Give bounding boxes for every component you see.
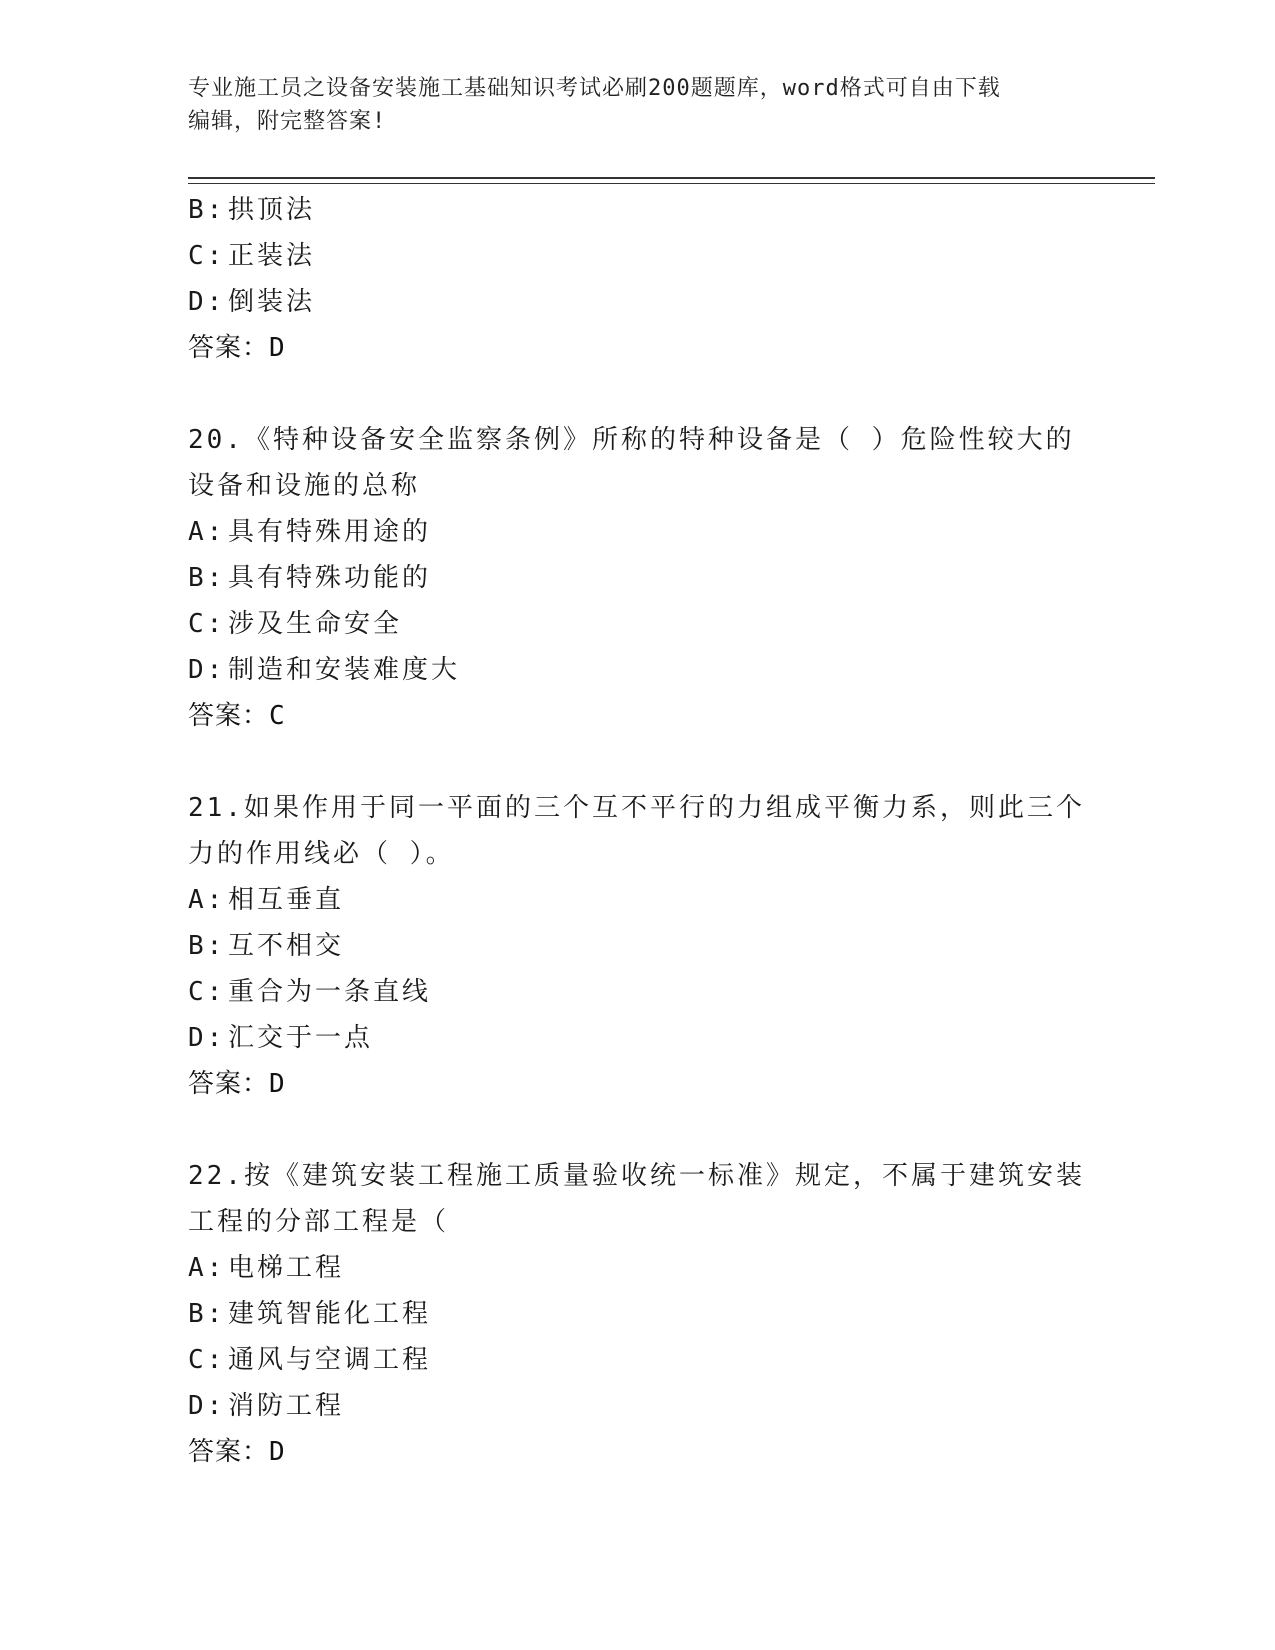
option-letter: D: — [188, 1023, 226, 1053]
option-letter: A: — [188, 1253, 226, 1283]
answer-value: D — [269, 1437, 286, 1467]
option-text: 通风与空调工程 — [228, 1345, 432, 1375]
option-b — [188, 555, 1088, 601]
option-text: 消防工程 — [228, 1391, 345, 1421]
answer-label: 答案： — [188, 1069, 270, 1099]
option-letter: B: — [188, 931, 226, 961]
option-c — [188, 1337, 1088, 1383]
answer-line — [188, 1061, 1088, 1107]
question-stem-line-1: 20.《特种设备安全监察条例》所称的特种设备是（ ）危险性较大的 — [188, 425, 1075, 455]
option-c — [188, 233, 1088, 279]
answer-label: 答案： — [188, 701, 270, 731]
option-letter: B: — [188, 563, 226, 593]
question-stem-line-1: 22.按《建筑安装工程施工质量验收统一标准》规定，不属于建筑安装 — [188, 1161, 1085, 1191]
option-text: 重合为一条直线 — [228, 977, 432, 1007]
option-d — [188, 1383, 1088, 1429]
question-stem-line-2: 力的作用线必（ ）。 — [188, 839, 455, 869]
answer-value: D — [269, 333, 286, 363]
answer-value: C — [269, 701, 286, 731]
header-divider-thick — [188, 177, 1155, 179]
question-stem-line-2: 设备和设施的总称 — [188, 471, 421, 501]
option-letter: C: — [188, 977, 226, 1007]
option-text: 电梯工程 — [228, 1253, 345, 1283]
option-text: 相互垂直 — [228, 885, 345, 915]
option-c — [188, 969, 1088, 1015]
option-letter: C: — [188, 1345, 226, 1375]
question-stem-line-2: 工程的分部工程是（ — [188, 1207, 450, 1237]
question-19-continued — [188, 187, 1088, 371]
option-text: 拱顶法 — [228, 195, 316, 225]
answer-label: 答案： — [188, 333, 270, 363]
question-list — [188, 187, 1088, 1475]
answer-label: 答案： — [188, 1437, 270, 1467]
option-letter: B: — [188, 195, 226, 225]
option-d — [188, 1015, 1088, 1061]
question-20 — [188, 417, 1088, 739]
option-d — [188, 279, 1088, 325]
option-a — [188, 509, 1088, 555]
question-stem-line-1: 21.如果作用于同一平面的三个互不平行的力组成平衡力系，则此三个 — [188, 793, 1085, 823]
option-letter: A: — [188, 517, 226, 547]
option-letter: C: — [188, 241, 226, 271]
option-text: 正装法 — [228, 241, 316, 271]
option-text: 汇交于一点 — [228, 1023, 374, 1053]
document-header — [188, 72, 1088, 138]
answer-line — [188, 693, 1088, 739]
answer-line — [188, 325, 1088, 371]
option-letter: A: — [188, 885, 226, 915]
option-letter: D: — [188, 287, 226, 317]
header-line-1: 专业施工员之设备安装施工基础知识考试必刷200题题库，word格式可自由下载 — [188, 76, 1001, 101]
spacer — [188, 1107, 1088, 1153]
answer-line — [188, 1429, 1088, 1475]
option-letter: D: — [188, 655, 226, 685]
answer-value: D — [269, 1069, 286, 1099]
option-letter: B: — [188, 1299, 226, 1329]
option-c — [188, 601, 1088, 647]
option-text: 倒装法 — [228, 287, 316, 317]
spacer — [188, 371, 1088, 417]
option-a — [188, 1245, 1088, 1291]
option-a — [188, 877, 1088, 923]
option-text: 互不相交 — [228, 931, 345, 961]
option-d — [188, 647, 1088, 693]
spacer — [188, 739, 1088, 785]
option-text: 制造和安装难度大 — [228, 655, 461, 685]
header-divider-thin — [188, 183, 1155, 184]
option-letter: C: — [188, 609, 226, 639]
header-line-2: 编辑，附完整答案! — [188, 109, 387, 134]
option-b — [188, 923, 1088, 969]
option-b — [188, 1291, 1088, 1337]
question-22 — [188, 1153, 1088, 1475]
option-text: 建筑智能化工程 — [228, 1299, 432, 1329]
option-text: 涉及生命安全 — [228, 609, 403, 639]
option-text: 具有特殊用途的 — [228, 517, 432, 547]
option-text: 具有特殊功能的 — [228, 563, 432, 593]
option-b — [188, 187, 1088, 233]
question-21 — [188, 785, 1088, 1107]
option-letter: D: — [188, 1391, 226, 1421]
